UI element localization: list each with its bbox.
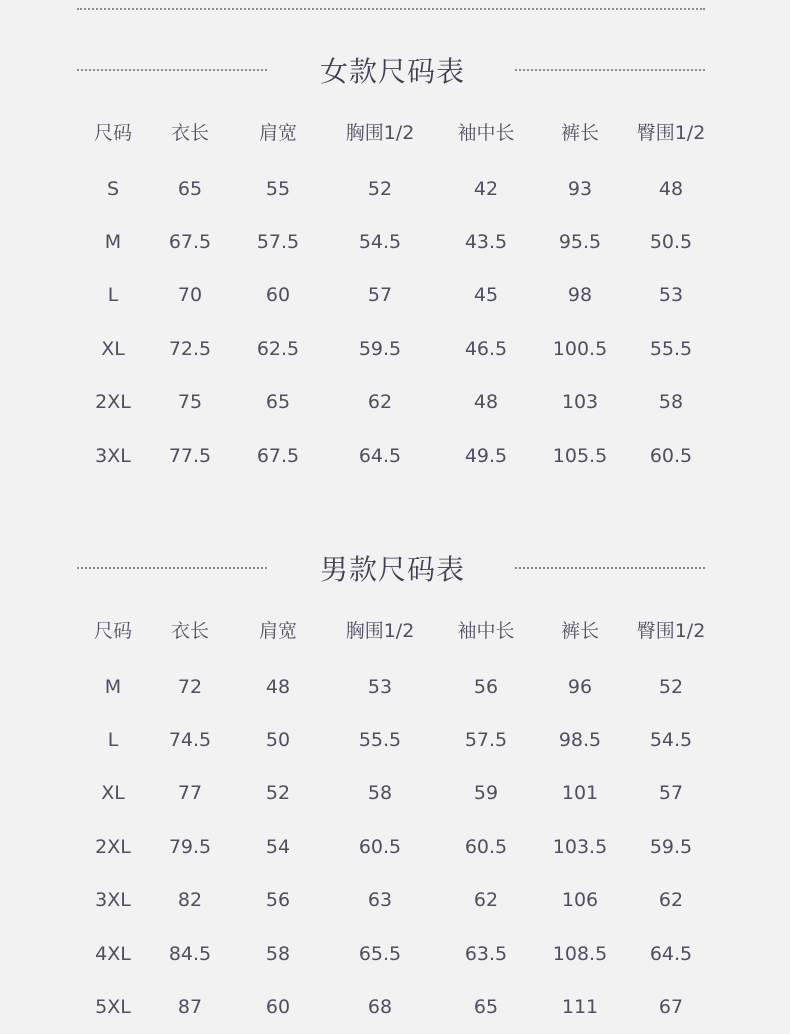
- column-header: 臀围1/2: [636, 619, 706, 642]
- size-cell: L: [107, 284, 119, 307]
- column-header: 袖中长: [457, 121, 515, 144]
- measurement-cell: 57: [367, 284, 393, 307]
- measurement-cell: 60.5: [358, 835, 402, 858]
- measurement-cell: 62: [658, 889, 684, 912]
- measurement-cell: 65: [473, 996, 499, 1019]
- column-header: 尺码: [93, 619, 132, 642]
- measurement-cell: 103.5: [552, 835, 608, 858]
- column-header: 臀围1/2: [636, 121, 706, 144]
- column-header: 裤长: [560, 121, 599, 144]
- measurement-cell: 96: [567, 675, 593, 698]
- size-cell: S: [106, 177, 120, 200]
- measurement-cell: 77.5: [168, 444, 212, 467]
- women-size-chart-title: 女款尺码表: [319, 55, 465, 88]
- men-title-row: [0, 538, 790, 598]
- column-header: 袖中长: [457, 619, 515, 642]
- table-row: [73, 713, 723, 766]
- table-row: [73, 927, 723, 980]
- size-cell: 2XL: [95, 835, 131, 858]
- column-header: 胸围1/2: [345, 121, 415, 144]
- measurement-cell: 65: [265, 391, 291, 414]
- women-title-row: [0, 40, 790, 100]
- measurement-cell: 111: [561, 996, 599, 1019]
- column-header: 尺码: [93, 121, 132, 144]
- measurement-cell: 58: [658, 391, 684, 414]
- women-size-section: [0, 40, 790, 482]
- measurement-cell: 60.5: [649, 444, 693, 467]
- measurement-cell: 53: [367, 675, 393, 698]
- measurement-cell: 98: [567, 284, 593, 307]
- measurement-cell: 56: [265, 889, 291, 912]
- measurement-cell: 54.5: [649, 729, 693, 752]
- measurement-cell: 72.5: [168, 337, 212, 360]
- measurement-cell: 62: [367, 391, 393, 414]
- men-size-section: [0, 538, 790, 1034]
- men-size-chart-title: 男款尺码表: [319, 553, 465, 586]
- measurement-cell: 54.5: [358, 231, 402, 254]
- size-cell: 5XL: [95, 996, 131, 1019]
- measurement-cell: 101: [561, 782, 599, 805]
- measurement-cell: 57: [658, 782, 684, 805]
- table-row: [73, 874, 723, 927]
- column-header: 胸围1/2: [345, 619, 415, 642]
- measurement-cell: 46.5: [464, 337, 508, 360]
- size-cell: 4XL: [95, 942, 131, 965]
- measurement-cell: 67: [658, 996, 684, 1019]
- size-cell: M: [104, 231, 122, 254]
- table-row: [73, 767, 723, 820]
- table-header-row: [73, 100, 723, 162]
- measurement-cell: 56: [473, 675, 499, 698]
- title-divider-right: [515, 69, 705, 71]
- measurement-cell: 77: [177, 782, 203, 805]
- table-row: [73, 162, 723, 215]
- measurement-cell: 60.5: [464, 835, 508, 858]
- measurement-cell: 55.5: [649, 337, 693, 360]
- table-row: [73, 269, 723, 322]
- measurement-cell: 64.5: [649, 942, 693, 965]
- measurement-cell: 79.5: [168, 835, 212, 858]
- women-size-table: [73, 100, 723, 482]
- measurement-cell: 98.5: [558, 729, 602, 752]
- measurement-cell: 65: [177, 177, 203, 200]
- measurement-cell: 65.5: [358, 942, 402, 965]
- measurement-cell: 70: [177, 284, 203, 307]
- measurement-cell: 58: [367, 782, 393, 805]
- measurement-cell: 52: [367, 177, 393, 200]
- top-dotted-divider: [77, 8, 705, 10]
- measurement-cell: 45: [473, 284, 499, 307]
- measurement-cell: 105.5: [552, 444, 608, 467]
- size-cell: 2XL: [95, 391, 131, 414]
- measurement-cell: 60: [265, 284, 291, 307]
- column-header: 肩宽: [258, 121, 297, 144]
- men-table-body: [73, 660, 723, 1034]
- measurement-cell: 62: [473, 889, 499, 912]
- measurement-cell: 58: [265, 942, 291, 965]
- table-row: [73, 980, 723, 1033]
- size-cell: XL: [101, 782, 125, 805]
- measurement-cell: 49.5: [464, 444, 508, 467]
- measurement-cell: 108.5: [552, 942, 608, 965]
- size-cell: M: [104, 675, 122, 698]
- measurement-cell: 57.5: [256, 231, 300, 254]
- column-header: 裤长: [560, 619, 599, 642]
- table-row: [73, 376, 723, 429]
- column-header: 肩宽: [258, 619, 297, 642]
- table-row: [73, 215, 723, 268]
- measurement-cell: 59: [473, 782, 499, 805]
- measurement-cell: 42: [473, 177, 499, 200]
- measurement-cell: 75: [177, 391, 203, 414]
- women-table-body: [73, 162, 723, 482]
- measurement-cell: 48: [473, 391, 499, 414]
- measurement-cell: 52: [265, 782, 291, 805]
- table-row: [73, 820, 723, 873]
- measurement-cell: 54: [265, 835, 291, 858]
- size-cell: XL: [101, 337, 125, 360]
- measurement-cell: 59.5: [358, 337, 402, 360]
- table-row: [73, 322, 723, 375]
- table-row: [73, 429, 723, 482]
- measurement-cell: 100.5: [552, 337, 608, 360]
- size-cell: L: [107, 729, 119, 752]
- measurement-cell: 103: [561, 391, 599, 414]
- measurement-cell: 48: [658, 177, 684, 200]
- size-cell: 3XL: [95, 889, 131, 912]
- measurement-cell: 55: [265, 177, 291, 200]
- measurement-cell: 53: [658, 284, 684, 307]
- table-header-row: [73, 598, 723, 660]
- measurement-cell: 95.5: [558, 231, 602, 254]
- measurement-cell: 55.5: [358, 729, 402, 752]
- measurement-cell: 59.5: [649, 835, 693, 858]
- measurement-cell: 48: [265, 675, 291, 698]
- measurement-cell: 68: [367, 996, 393, 1019]
- column-header: 衣长: [170, 619, 209, 642]
- measurement-cell: 67.5: [256, 444, 300, 467]
- measurement-cell: 67.5: [168, 231, 212, 254]
- title-divider-right: [515, 567, 705, 569]
- measurement-cell: 60: [265, 996, 291, 1019]
- measurement-cell: 63.5: [464, 942, 508, 965]
- measurement-cell: 72: [177, 675, 203, 698]
- column-header: 衣长: [170, 121, 209, 144]
- measurement-cell: 74.5: [168, 729, 212, 752]
- measurement-cell: 52: [658, 675, 684, 698]
- measurement-cell: 87: [177, 996, 203, 1019]
- measurement-cell: 84.5: [168, 942, 212, 965]
- measurement-cell: 50.5: [649, 231, 693, 254]
- size-cell: 3XL: [95, 444, 131, 467]
- measurement-cell: 57.5: [464, 729, 508, 752]
- measurement-cell: 50: [265, 729, 291, 752]
- measurement-cell: 62.5: [256, 337, 300, 360]
- measurement-cell: 64.5: [358, 444, 402, 467]
- measurement-cell: 63: [367, 889, 393, 912]
- measurement-cell: 82: [177, 889, 203, 912]
- table-row: [73, 660, 723, 713]
- measurement-cell: 106: [561, 889, 599, 912]
- men-size-table: [73, 598, 723, 1034]
- measurement-cell: 93: [567, 177, 593, 200]
- measurement-cell: 43.5: [464, 231, 508, 254]
